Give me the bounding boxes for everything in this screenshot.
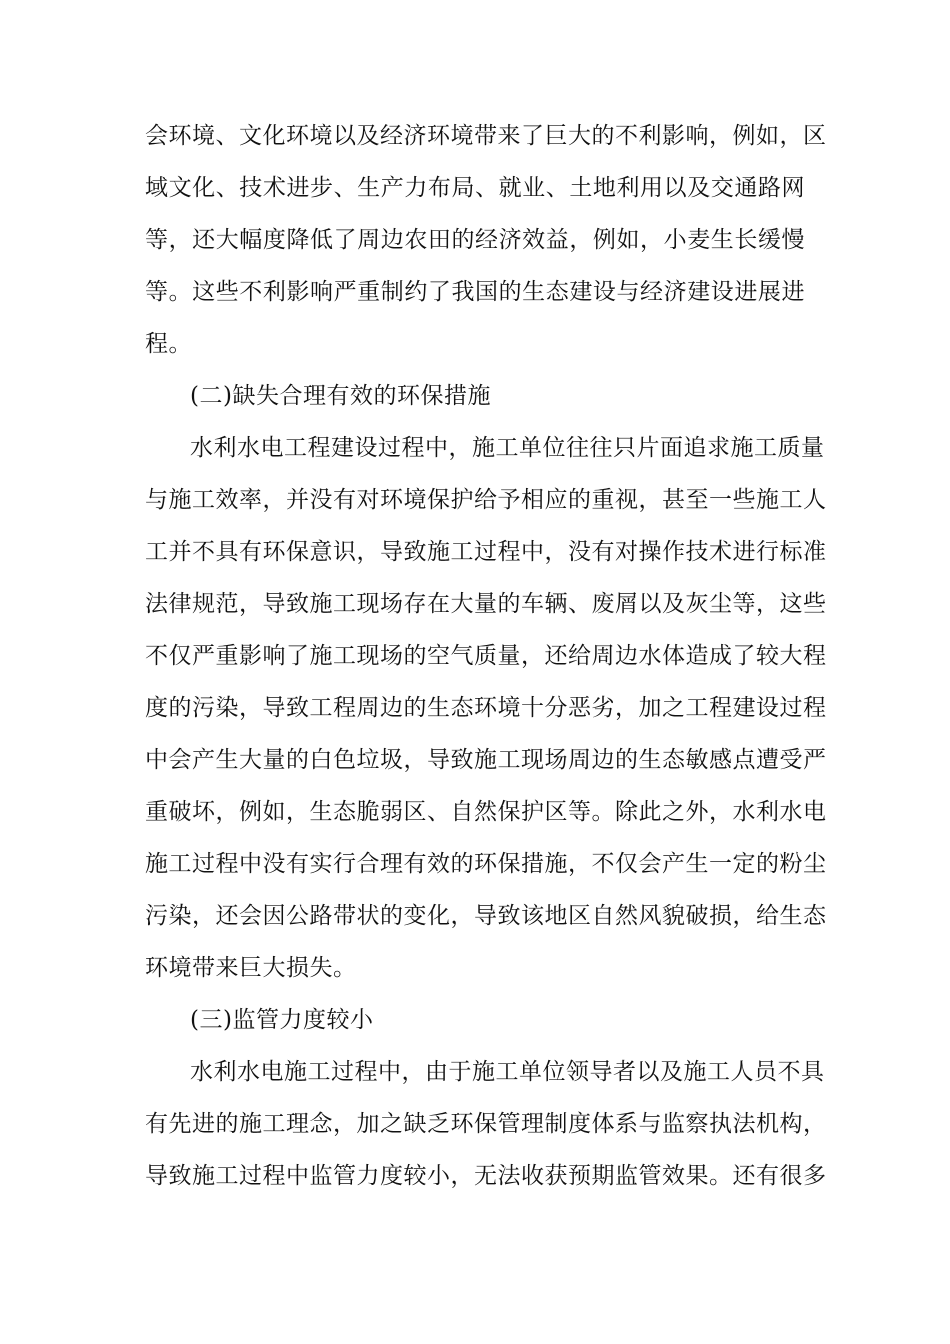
paragraph-2-line-4: 法律规范，导致施工现场存在大量的车辆、废屑以及灰尘等，这些 [145, 591, 827, 617]
paragraph-2-line-7: 中会产生大量的白色垃圾，导致施工现场周边的生态敏感点遭受严 [145, 747, 827, 773]
paragraph-1-line-4: 等。这些不利影响严重制约了我国的生态建设与经济建设进展进 [145, 279, 805, 305]
paragraph-2-line-11: 环境带来巨大损失。 [145, 955, 357, 981]
paragraph-2-line-2: 与施工效率，并没有对环境保护给予相应的重视，甚至一些施工人 [145, 487, 827, 513]
paragraph-2-line-8: 重破坏，例如，生态脆弱区、自然保护区等。除此之外，水利水电 [145, 799, 827, 825]
paragraph-1-line-1: 会环境、文化环境以及经济环境带来了巨大的不利影响，例如，区 [145, 123, 827, 149]
paragraph-2-line-6: 度的污染，导致工程周边的生态环境十分恶劣，加之工程建设过程 [145, 695, 827, 721]
paragraph-1-line-3: 等，还大幅度降低了周边农田的经济效益，例如，小麦生长缓慢 [145, 227, 805, 253]
paragraph-1-line-5: 程。 [145, 331, 192, 357]
section-heading-2: (二)缺失合理有效的环保措施 [190, 383, 491, 409]
paragraph-2-line-1: 水利水电工程建设过程中，施工单位往往只片面追求施工质量 [190, 435, 825, 461]
paragraph-2-line-10: 污染，还会因公路带状的变化，导致该地区自然风貌破损，给生态 [145, 903, 827, 929]
paragraph-2-line-9: 施工过程中没有实行合理有效的环保措施，不仅会产生一定的粉尘 [145, 851, 827, 877]
paragraph-2-line-3: 工并不具有环保意识，导致施工过程中，没有对操作技术进行标准 [145, 539, 827, 565]
paragraph-3-line-1: 水利水电施工过程中，由于施工单位领导者以及施工人员不具 [190, 1059, 825, 1085]
paragraph-3-line-3: 导致施工过程中监管力度较小，无法收获预期监管效果。还有很多 [145, 1163, 827, 1189]
section-heading-3: (三)监管力度较小 [190, 1007, 374, 1033]
paragraph-2-line-5: 不仅严重影响了施工现场的空气质量，还给周边水体造成了较大程 [145, 643, 827, 669]
paragraph-1-line-2: 域文化、技术进步、生产力布局、就业、土地利用以及交通路网 [145, 175, 805, 201]
paragraph-3-line-2: 有先进的施工理念，加之缺乏环保管理制度体系与监察执法机构， [145, 1111, 827, 1137]
